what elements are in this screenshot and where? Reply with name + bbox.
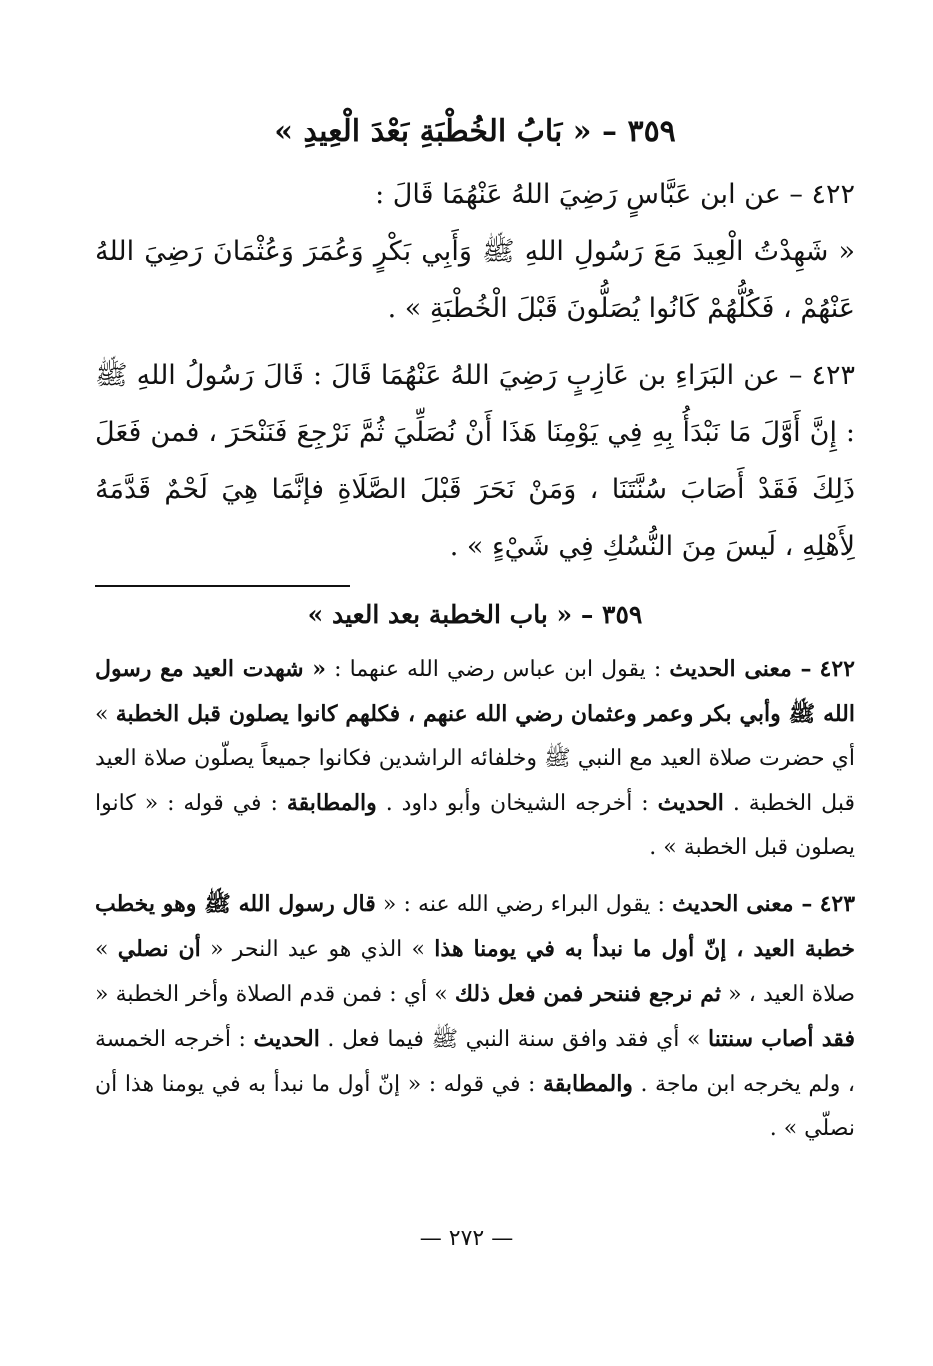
- commentary-section: [95, 647, 855, 1151]
- sharh-422-hadith-label: الحديث: [657, 790, 724, 816]
- sharh-423-number: ٤٢٣: [819, 891, 856, 917]
- hadith-423-text: ٤٢٣ – عن البَرَاءِ بن عَازِبٍ رَضِيَ اللهُ عَنْهُمَا قَالَ : قَالَ رَسُولُ اللهِ ﷺ : إِنَّ أَوَّلَ مَا نَبْدَأُ بِهِ فِي يَوْمِنَا هَذَا أَنْ نُصَلِّيَ ثُمَّ نَرْجِعَ فَنَنْحَرَ ، فمن فَعَلَ ذَلِكَ فَقَدْ أَصَابَ سُنَّتَنَا ، وَمَنْ نَحَرَ قَبْلَ الصَّلَاةِ فإنَّمَا هِيَ لَحْمٌ قَدَّمَهُ لِأَهْلِهِ ، لَيسَ مِنَ النُّسُكِ فِي شَيْءٍ » .: [95, 360, 855, 562]
- sharh-422: [95, 647, 855, 870]
- hadith-section: [95, 166, 855, 575]
- sharh-423-quote-1: قال رسول الله ﷺ وهو يخطب خطبة العيد ، إنّ أول ما نبدأ به في يومنا هذا: [95, 891, 856, 962]
- hadith-422-line1: ٤٢٢ – عن ابن عَبَّاسٍ رَضِيَ اللهُ عَنْهُمَا قَالَ :: [375, 179, 855, 210]
- sharh-423-text-4: » أي فقد وافق سنة النبي ﷺ فيما فعل .: [327, 1027, 701, 1052]
- sharh-423-mutabaqa-label: والمطابقة: [542, 1071, 633, 1097]
- sharh-423-text-3: » أي : فمن قدم الصلاة وأخر الخطبة «: [95, 982, 448, 1007]
- sharh-423-quote-4: فقد أصاب سنتنا: [708, 1026, 855, 1052]
- chapter-heading: ٣٥٩ – « بَابُ الخُطْبَةِ بَعْدَ الْعِيدِ »: [274, 114, 676, 149]
- sharh-422-hadith-text: : أخرجه الشيخان وأبو داود .: [385, 791, 649, 816]
- sharh-422-number: ٤٢٢: [819, 656, 855, 682]
- sharh-422-intro: : يقول ابن عباس رضي الله عنهما :: [334, 657, 662, 682]
- sharh-423: [95, 882, 855, 1151]
- sharh-422-mutabaqa-label: والمطابقة: [286, 790, 377, 816]
- sharh-423-text-2: » صلاة العيد ، «: [95, 937, 855, 1007]
- sharh-423-hadith-label: الحديث: [253, 1026, 320, 1052]
- sharh-423-intro: : يقول البراء رضي الله عنه : «: [382, 892, 665, 917]
- sharh-422-quote: « شهدت العيد مع رسول الله ﷺ وأبي بكر وعمر وعثمان رضي الله عنهم ، فكلهم كانوا يصلون قبل الخطبة: [95, 656, 855, 727]
- sharh-423-mutabaqa-text: : في قوله : « إنّ أول ما نبدأ به في يومنا هذا أن نصلّي » .: [95, 1072, 855, 1141]
- sharh-422-explain: » أي حضرت صلاة العيد مع النبي ﷺ وخلفائه الراشدين فكانوا جميعاً يصلّون صلاة العيد قبل الخطبة .: [95, 702, 855, 816]
- sharh-422-label: – معنى الحديث: [669, 656, 812, 682]
- section-divider: [95, 585, 350, 587]
- sharh-423-text-1: » الذي هو عيد النحر «: [210, 937, 425, 962]
- hadith-422: [95, 166, 855, 337]
- page-content: [95, 110, 855, 1163]
- sharh-422-mutabaqa-text: : في قوله : « كانوا يصلون قبل الخطبة » .: [95, 791, 855, 860]
- sharh-423-quote-2: أن نصلي: [117, 936, 201, 962]
- sharh-423-label: – معنى الحديث: [672, 891, 813, 917]
- hadith-423: [95, 347, 855, 575]
- hadith-422-line2: « شَهِدْتُ الْعِيدَ مَعَ رَسُولِ اللهِ ﷺ وَأَبِي بَكْرٍ وَعُمَرَ وَعُثْمَانَ رَضِيَ اللهُ عَنْهُمْ ، فَكُلُّهُمْ كَانُوا يُصَلُّونَ قَبْلَ الْخُطْبَةِ » .: [95, 236, 855, 324]
- sharh-423-hadith-text: : أخرجه الخمسة ، ولم يخرجه ابن ماجة .: [95, 1027, 855, 1097]
- sharh-423-quote-3: ثم نرجع فننحر فمن فعل ذلك: [454, 981, 722, 1007]
- page-number: — ٢٧٢ —: [419, 1226, 514, 1251]
- sharh-heading: ٣٥٩ – « باب الخطبة بعد العيد »: [307, 600, 643, 629]
